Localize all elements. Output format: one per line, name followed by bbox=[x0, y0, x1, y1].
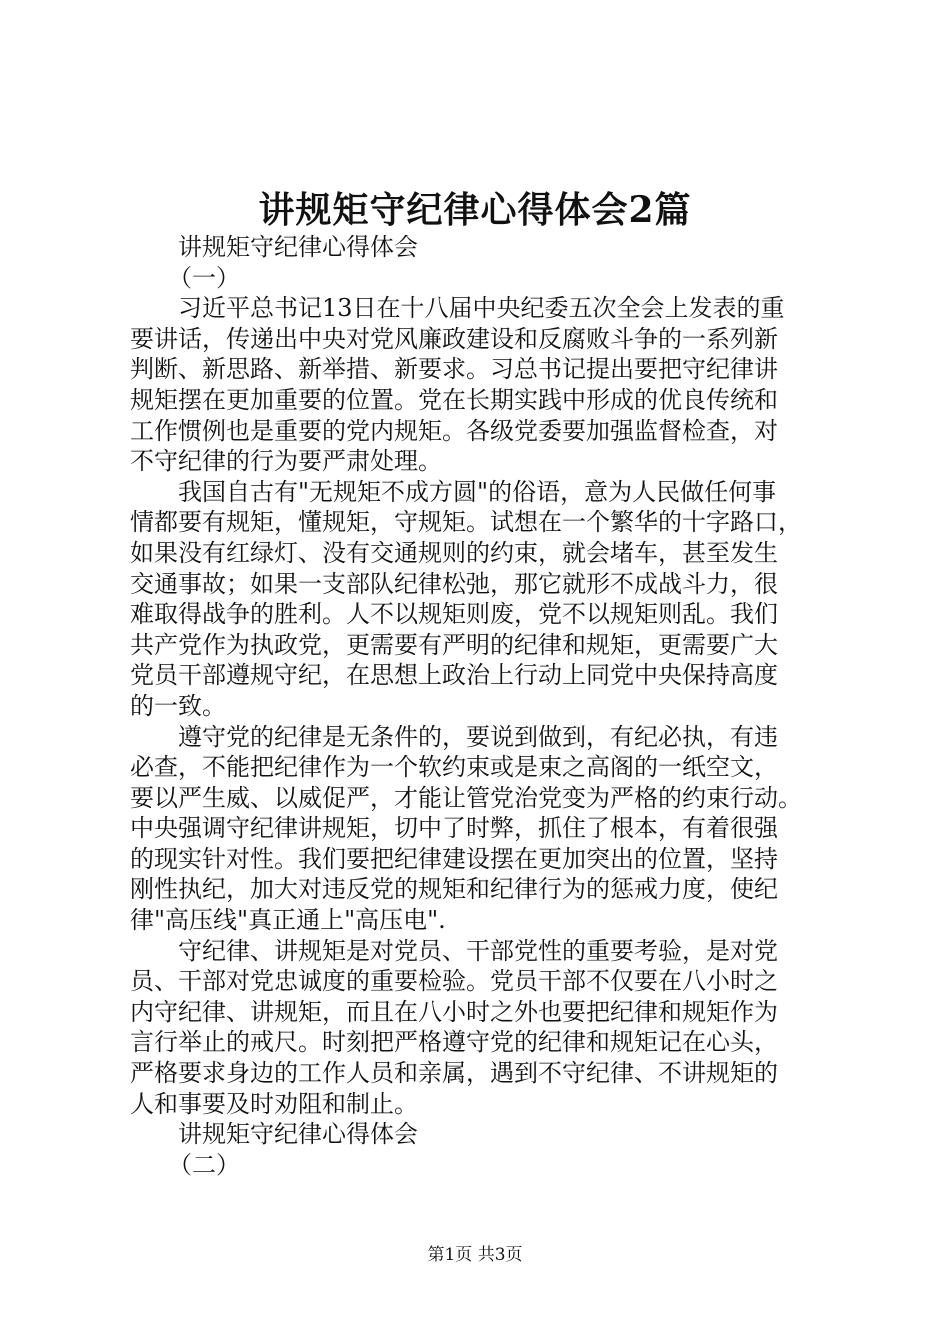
text-line: 遵守党的纪律是无条件的，要说到做到，有纪必执，有违 bbox=[178, 722, 778, 751]
document-title: 讲规矩守纪律心得体会2篇 bbox=[258, 189, 692, 231]
text-line: 要讲话，传递出中央对党风廉政建设和反腐败斗争的一系列新 bbox=[130, 324, 778, 353]
text-line: 的一致。 bbox=[130, 691, 226, 720]
text-line: 如果没有红绿灯、没有交通规则的约束，就会堵车，甚至发生 bbox=[130, 538, 778, 567]
text-line: 要以严生威、以威促严，才能让管党治党变为严格的约束行动。 bbox=[130, 783, 802, 812]
text-line: 中央强调守纪律讲规矩，切中了时弊，抓住了根本，有着很强 bbox=[130, 814, 778, 843]
text-line: 情都要有规矩，懂规矩，守规矩。试想在一个繁华的十字路口， bbox=[130, 508, 802, 537]
text-line: 党员干部遵规守纪，在思想上政治上行动上同党中央保持高度 bbox=[130, 661, 778, 690]
text-line: 共产党作为执政党，更需要有严明的纪律和规矩，更需要广大 bbox=[130, 630, 778, 659]
text-line: 规矩摆在更加重要的位置。党在长期实践中形成的优良传统和 bbox=[130, 385, 778, 414]
text-line: 工作惯例也是重要的党内规矩。各级党委要加强监督检查，对 bbox=[130, 416, 778, 445]
text-line: 人和事要及时劝阻和制止。 bbox=[130, 1089, 418, 1118]
text-line: 讲规矩守纪律心得体会 bbox=[178, 1120, 418, 1149]
text-line: 难取得战争的胜利。人不以规矩则废，党不以规矩则乱。我们 bbox=[130, 600, 778, 629]
text-line: 严格要求身边的工作人员和亲属，遇到不守纪律、不讲规矩的 bbox=[130, 1059, 778, 1088]
text-line: 我国自古有"无规矩不成方圆"的俗语，意为人民做任何事 bbox=[178, 477, 777, 506]
section-number: （一） bbox=[168, 263, 240, 292]
text-line: 交通事故；如果一支部队纪律松弛，那它就形不成战斗力，很 bbox=[130, 569, 778, 598]
document-body bbox=[130, 232, 830, 1180]
text-line: 守纪律、讲规矩是对党员、干部党性的重要考验，是对党 bbox=[178, 936, 778, 965]
text-line: 习近平总书记13日在十八届中央纪委五次全会上发表的重 bbox=[178, 294, 785, 323]
section-number: （二） bbox=[168, 1150, 240, 1179]
page-footer: 第1页 共3页 bbox=[427, 1245, 523, 1265]
text-line: 内守纪律、讲规矩，而且在八小时之外也要把纪律和规矩作为 bbox=[130, 997, 778, 1026]
text-line: 讲规矩守纪律心得体会 bbox=[178, 233, 418, 261]
text-line: 员、干部对党忠诚度的重要检验。党员干部不仅要在八小时之 bbox=[130, 967, 778, 996]
text-line: 必查，不能把纪律作为一个软约束或是束之高阁的一纸空文， bbox=[130, 753, 778, 782]
text-line: 言行举止的戒尺。时刻把严格遵守党的纪律和规矩记在心头， bbox=[130, 1028, 778, 1057]
text-line: 刚性执纪，加大对违反党的规矩和纪律行为的惩戒力度，使纪 bbox=[130, 875, 778, 904]
text-line: 不守纪律的行为要严肃处理。 bbox=[130, 447, 442, 476]
text-line: 判断、新思路、新举措、新要求。习总书记提出要把守纪律讲 bbox=[130, 355, 778, 384]
text-line: 律"高压线"真正通上"高压电". bbox=[130, 906, 446, 935]
text-line: 的现实针对性。我们要把纪律建设摆在更加突出的位置，坚持 bbox=[130, 844, 778, 873]
